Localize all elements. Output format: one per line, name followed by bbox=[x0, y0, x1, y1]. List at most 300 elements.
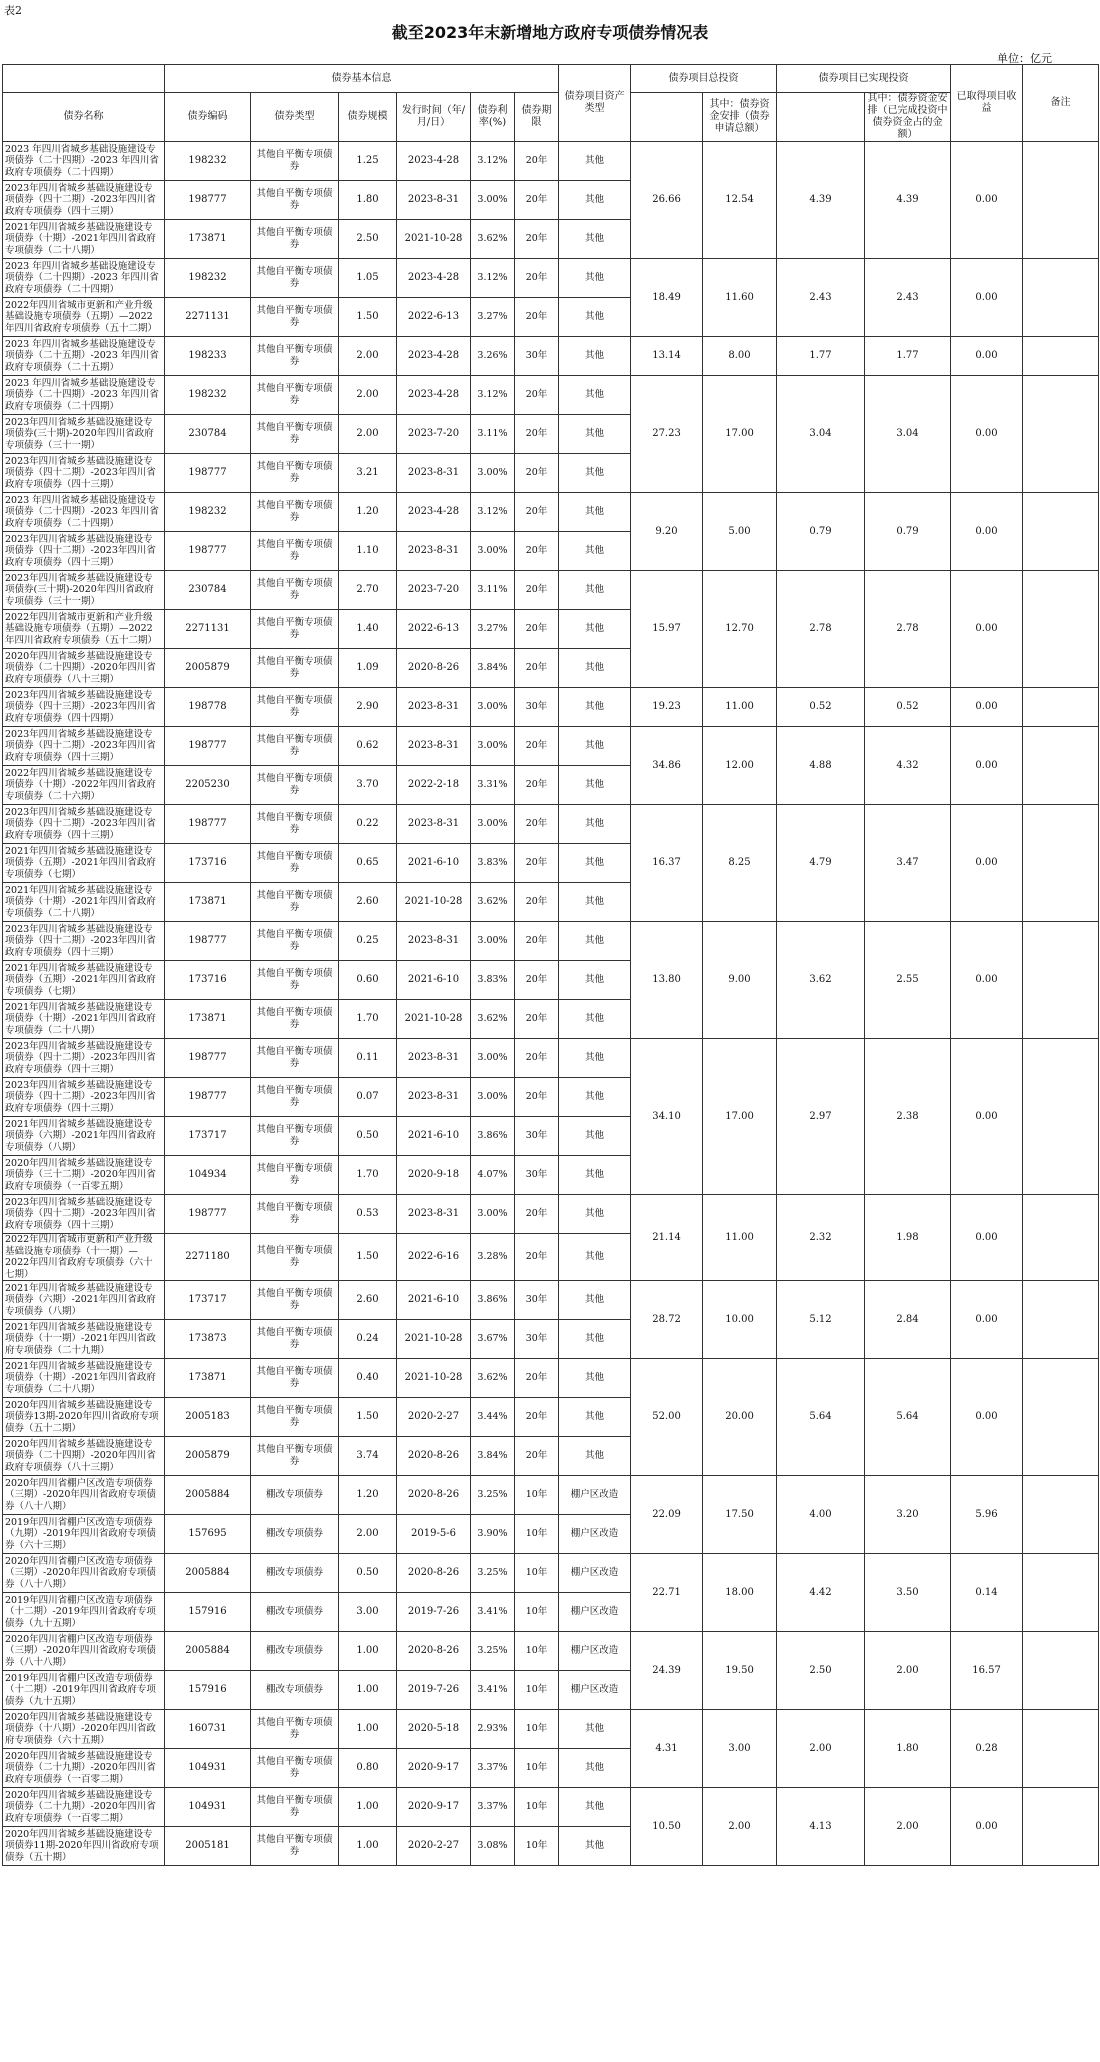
project-realized-arranged: 2.00 bbox=[865, 1632, 951, 1710]
bond-type: 其他自平衡专项债券 bbox=[251, 805, 339, 844]
bond-scale: 2.90 bbox=[339, 688, 397, 727]
project-remark bbox=[1023, 571, 1099, 688]
project-realized-investment: 4.88 bbox=[777, 727, 865, 805]
bond-name: 2021年四川省城乡基础设施建设专项债券（五期）-2021年四川省政府专项债券（七期） bbox=[3, 844, 165, 883]
project-income: 0.00 bbox=[951, 1359, 1023, 1476]
bond-name: 2022年四川省城市更新和产业升级基础设施专项债券（五期）—2022年四川省政府专项债券（五十二期） bbox=[3, 610, 165, 649]
project-total-arranged: 10.00 bbox=[703, 1281, 777, 1359]
bond-type: 其他自平衡专项债券 bbox=[251, 1234, 339, 1281]
project-remark bbox=[1023, 922, 1099, 1039]
bond-term: 30年 bbox=[515, 337, 559, 376]
bond-scale: 2.00 bbox=[339, 376, 397, 415]
bond-issue-date: 2020-2-27 bbox=[397, 1398, 471, 1437]
project-remark bbox=[1023, 1359, 1099, 1476]
project-remark bbox=[1023, 1554, 1099, 1632]
bond-scale: 1.09 bbox=[339, 649, 397, 688]
bond-rate: 3.25% bbox=[471, 1632, 515, 1671]
project-realized-arranged: 3.04 bbox=[865, 376, 951, 493]
bond-term: 20年 bbox=[515, 532, 559, 571]
bond-asset-type: 其他 bbox=[559, 727, 631, 766]
bond-code: 157916 bbox=[165, 1593, 251, 1632]
header-asset-type: 债券项目资产类型 bbox=[559, 65, 631, 142]
bond-issue-date: 2021-6-10 bbox=[397, 961, 471, 1000]
bond-rate: 3.00% bbox=[471, 454, 515, 493]
header-realized-arranged: 其中：债券资金安排（已完成投资中债券资金占的金额） bbox=[865, 93, 951, 142]
project-total-investment: 26.66 bbox=[631, 142, 703, 259]
project-income: 0.00 bbox=[951, 1039, 1023, 1195]
bond-name: 2021年四川省城乡基础设施建设专项债券（五期）-2021年四川省政府专项债券（七期） bbox=[3, 961, 165, 1000]
bond-name: 2021年四川省城乡基础设施建设专项债券（十期）-2021年四川省政府专项债券（二十八期） bbox=[3, 220, 165, 259]
bond-issue-date: 2019-7-26 bbox=[397, 1593, 471, 1632]
bond-issue-date: 2021-10-28 bbox=[397, 1320, 471, 1359]
bond-rate: 3.67% bbox=[471, 1320, 515, 1359]
bond-asset-type: 其他 bbox=[559, 1710, 631, 1749]
bond-rate: 3.86% bbox=[471, 1281, 515, 1320]
project-income: 0.00 bbox=[951, 142, 1023, 259]
table-row bbox=[3, 1359, 1099, 1398]
bond-issue-date: 2023-7-20 bbox=[397, 415, 471, 454]
bond-issue-date: 2023-8-31 bbox=[397, 1195, 471, 1234]
bond-rate: 3.12% bbox=[471, 142, 515, 181]
bond-term: 30年 bbox=[515, 1320, 559, 1359]
bond-term: 20年 bbox=[515, 883, 559, 922]
bond-scale: 0.25 bbox=[339, 922, 397, 961]
bond-type: 其他自平衡专项债券 bbox=[251, 259, 339, 298]
bond-code: 2271131 bbox=[165, 298, 251, 337]
project-remark bbox=[1023, 493, 1099, 571]
bond-asset-type: 棚户区改造 bbox=[559, 1632, 631, 1671]
bond-type: 棚改专项债券 bbox=[251, 1593, 339, 1632]
bond-issue-date: 2020-8-26 bbox=[397, 1437, 471, 1476]
bond-scale: 1.10 bbox=[339, 532, 397, 571]
bond-issue-date: 2020-9-18 bbox=[397, 1156, 471, 1195]
bond-code: 173871 bbox=[165, 1359, 251, 1398]
bond-term: 20年 bbox=[515, 142, 559, 181]
project-realized-arranged: 2.78 bbox=[865, 571, 951, 688]
bond-type: 其他自平衡专项债券 bbox=[251, 1156, 339, 1195]
project-total-arranged: 18.00 bbox=[703, 1554, 777, 1632]
bond-scale: 1.50 bbox=[339, 1234, 397, 1281]
bond-issue-date: 2023-8-31 bbox=[397, 1039, 471, 1078]
project-income: 0.00 bbox=[951, 493, 1023, 571]
bond-name: 2020年四川省城乡基础设施建设专项债券（二十九期）-2020年四川省政府专项债券（一百零二期） bbox=[3, 1788, 165, 1827]
project-income: 0.00 bbox=[951, 688, 1023, 727]
bond-term: 20年 bbox=[515, 1437, 559, 1476]
bond-scale: 1.20 bbox=[339, 1476, 397, 1515]
bond-type: 其他自平衡专项债券 bbox=[251, 1078, 339, 1117]
table-row bbox=[3, 493, 1099, 532]
project-remark bbox=[1023, 1788, 1099, 1866]
bond-code: 2005879 bbox=[165, 1437, 251, 1476]
bond-type: 其他自平衡专项债券 bbox=[251, 1437, 339, 1476]
bond-type: 其他自平衡专项债券 bbox=[251, 1000, 339, 1039]
project-total-arranged: 12.70 bbox=[703, 571, 777, 688]
bond-scale: 3.00 bbox=[339, 1593, 397, 1632]
bond-code: 173871 bbox=[165, 883, 251, 922]
bond-issue-date: 2019-5-6 bbox=[397, 1515, 471, 1554]
project-realized-investment: 1.77 bbox=[777, 337, 865, 376]
bond-code: 198777 bbox=[165, 727, 251, 766]
bond-code: 173871 bbox=[165, 220, 251, 259]
bond-asset-type: 其他 bbox=[559, 1359, 631, 1398]
project-realized-investment: 5.64 bbox=[777, 1359, 865, 1476]
bond-rate: 3.62% bbox=[471, 1359, 515, 1398]
bond-code: 173716 bbox=[165, 844, 251, 883]
bond-rate: 3.37% bbox=[471, 1749, 515, 1788]
bond-rate: 3.00% bbox=[471, 727, 515, 766]
project-total-arranged: 12.54 bbox=[703, 142, 777, 259]
header-total bbox=[631, 93, 703, 142]
header-income: 已取得项目收益 bbox=[951, 65, 1023, 142]
bond-issue-date: 2022-6-13 bbox=[397, 610, 471, 649]
bond-asset-type: 其他 bbox=[559, 454, 631, 493]
bond-code: 198232 bbox=[165, 142, 251, 181]
bond-code: 2271131 bbox=[165, 610, 251, 649]
bond-issue-date: 2023-4-28 bbox=[397, 142, 471, 181]
bond-type: 棚改专项债券 bbox=[251, 1515, 339, 1554]
bond-term: 10年 bbox=[515, 1632, 559, 1671]
bond-term: 20年 bbox=[515, 1398, 559, 1437]
project-realized-investment: 2.43 bbox=[777, 259, 865, 337]
bond-type: 其他自平衡专项债券 bbox=[251, 649, 339, 688]
bond-rate: 3.27% bbox=[471, 298, 515, 337]
bond-name: 2023年四川省城乡基础设施建设专项债券（四十二期）-2023年四川省政府专项债券（四十三期） bbox=[3, 454, 165, 493]
bond-scale: 1.50 bbox=[339, 1398, 397, 1437]
project-total-arranged: 20.00 bbox=[703, 1359, 777, 1476]
bond-scale: 2.00 bbox=[339, 415, 397, 454]
table-row bbox=[3, 1554, 1099, 1593]
bond-scale: 1.80 bbox=[339, 181, 397, 220]
bond-asset-type: 其他 bbox=[559, 1000, 631, 1039]
bond-code: 198777 bbox=[165, 454, 251, 493]
table-row bbox=[3, 1195, 1099, 1234]
project-total-investment: 13.14 bbox=[631, 337, 703, 376]
project-income: 0.00 bbox=[951, 805, 1023, 922]
bond-rate: 3.12% bbox=[471, 376, 515, 415]
bond-asset-type: 其他 bbox=[559, 1078, 631, 1117]
project-total-investment: 34.86 bbox=[631, 727, 703, 805]
project-total-arranged: 11.00 bbox=[703, 688, 777, 727]
header-code: 债券编码 bbox=[165, 93, 251, 142]
bond-asset-type: 其他 bbox=[559, 766, 631, 805]
bond-scale: 0.65 bbox=[339, 844, 397, 883]
bond-term: 10年 bbox=[515, 1710, 559, 1749]
bond-code: 104934 bbox=[165, 1156, 251, 1195]
bond-scale: 1.20 bbox=[339, 493, 397, 532]
bond-asset-type: 其他 bbox=[559, 337, 631, 376]
project-income: 0.00 bbox=[951, 1195, 1023, 1281]
bond-term: 20年 bbox=[515, 844, 559, 883]
project-realized-arranged: 4.39 bbox=[865, 142, 951, 259]
bond-type: 其他自平衡专项债券 bbox=[251, 376, 339, 415]
bond-term: 20年 bbox=[515, 610, 559, 649]
bond-term: 10年 bbox=[515, 1515, 559, 1554]
bond-asset-type: 其他 bbox=[559, 805, 631, 844]
bond-scale: 2.00 bbox=[339, 1515, 397, 1554]
table-row bbox=[3, 727, 1099, 766]
bond-code: 104931 bbox=[165, 1749, 251, 1788]
bond-rate: 3.28% bbox=[471, 1234, 515, 1281]
bond-issue-date: 2020-8-26 bbox=[397, 1632, 471, 1671]
bond-asset-type: 棚户区改造 bbox=[559, 1593, 631, 1632]
table-body bbox=[3, 142, 1099, 1866]
bond-type: 其他自平衡专项债券 bbox=[251, 688, 339, 727]
bond-term: 20年 bbox=[515, 220, 559, 259]
bond-asset-type: 其他 bbox=[559, 610, 631, 649]
bond-code: 173871 bbox=[165, 1000, 251, 1039]
bond-issue-date: 2023-8-31 bbox=[397, 727, 471, 766]
bond-issue-date: 2019-7-26 bbox=[397, 1671, 471, 1710]
project-total-arranged: 19.50 bbox=[703, 1632, 777, 1710]
bond-rate: 3.08% bbox=[471, 1827, 515, 1866]
bond-name: 2023年四川省城乡基础设施建设专项债券（四十二期）-2023年四川省政府专项债券（四十三期） bbox=[3, 181, 165, 220]
project-total-arranged: 11.60 bbox=[703, 259, 777, 337]
bond-issue-date: 2023-4-28 bbox=[397, 259, 471, 298]
bond-name: 2023 年四川省城乡基础设施建设专项债券（二十四期）-2023 年四川省政府专项债券（二十四期） bbox=[3, 142, 165, 181]
bond-issue-date: 2021-10-28 bbox=[397, 220, 471, 259]
project-realized-investment: 4.39 bbox=[777, 142, 865, 259]
bond-scale: 1.00 bbox=[339, 1827, 397, 1866]
bond-code: 198777 bbox=[165, 1195, 251, 1234]
bond-rate: 3.86% bbox=[471, 1117, 515, 1156]
bond-rate: 3.11% bbox=[471, 571, 515, 610]
bond-name: 2023年四川省城乡基础设施建设专项债券（四十二期）-2023年四川省政府专项债券（四十三期） bbox=[3, 727, 165, 766]
table-row bbox=[3, 259, 1099, 298]
project-total-arranged: 3.00 bbox=[703, 1710, 777, 1788]
bond-name: 2020年四川省城乡基础设施建设专项债券11期-2020年四川省政府专项债券（五十期） bbox=[3, 1827, 165, 1866]
project-total-arranged: 8.00 bbox=[703, 337, 777, 376]
bond-scale: 1.00 bbox=[339, 1632, 397, 1671]
bond-scale: 0.07 bbox=[339, 1078, 397, 1117]
bond-term: 20年 bbox=[515, 181, 559, 220]
project-realized-investment: 4.79 bbox=[777, 805, 865, 922]
bond-rate: 3.31% bbox=[471, 766, 515, 805]
bond-type: 其他自平衡专项债券 bbox=[251, 922, 339, 961]
bond-rate: 3.00% bbox=[471, 1039, 515, 1078]
bond-type: 棚改专项债券 bbox=[251, 1476, 339, 1515]
project-total-investment: 19.23 bbox=[631, 688, 703, 727]
bond-asset-type: 其他 bbox=[559, 415, 631, 454]
bond-issue-date: 2021-10-28 bbox=[397, 1000, 471, 1039]
bond-code: 198233 bbox=[165, 337, 251, 376]
bond-type: 其他自平衡专项债券 bbox=[251, 1117, 339, 1156]
bond-rate: 3.00% bbox=[471, 532, 515, 571]
bond-asset-type: 棚户区改造 bbox=[559, 1515, 631, 1554]
bond-name: 2019年四川省棚户区改造专项债券（十二期）-2019年四川省政府专项债券（九十五期） bbox=[3, 1593, 165, 1632]
project-realized-arranged: 3.20 bbox=[865, 1476, 951, 1554]
header-issue-date: 发行时间（年/月/日） bbox=[397, 93, 471, 142]
bond-type: 其他自平衡专项债券 bbox=[251, 571, 339, 610]
bond-asset-type: 其他 bbox=[559, 1156, 631, 1195]
bond-issue-date: 2021-10-28 bbox=[397, 883, 471, 922]
bond-type: 其他自平衡专项债券 bbox=[251, 1039, 339, 1078]
bond-asset-type: 其他 bbox=[559, 298, 631, 337]
bond-scale: 0.40 bbox=[339, 1359, 397, 1398]
bond-issue-date: 2020-2-27 bbox=[397, 1827, 471, 1866]
bond-type: 其他自平衡专项债券 bbox=[251, 298, 339, 337]
bond-scale: 1.40 bbox=[339, 610, 397, 649]
bond-code: 230784 bbox=[165, 415, 251, 454]
table-row bbox=[3, 805, 1099, 844]
project-remark bbox=[1023, 688, 1099, 727]
bond-rate: 4.07% bbox=[471, 1156, 515, 1195]
bond-name: 2021年四川省城乡基础设施建设专项债券（十期）-2021年四川省政府专项债券（二十八期） bbox=[3, 1359, 165, 1398]
bond-scale: 0.53 bbox=[339, 1195, 397, 1234]
project-realized-arranged: 2.84 bbox=[865, 1281, 951, 1359]
bond-code: 2005884 bbox=[165, 1554, 251, 1593]
bond-type: 其他自平衡专项债券 bbox=[251, 1398, 339, 1437]
bond-term: 20年 bbox=[515, 571, 559, 610]
bond-name: 2021年四川省城乡基础设施建设专项债券（十一期）-2021年四川省政府专项债券（二十九期） bbox=[3, 1320, 165, 1359]
bond-name: 2022年四川省城市更新和产业升级基础设施专项债券（十一期）—2022年四川省政府专项债券（六十七期） bbox=[3, 1234, 165, 1281]
bond-type: 其他自平衡专项债券 bbox=[251, 532, 339, 571]
bond-name: 2023 年四川省城乡基础设施建设专项债券（二十四期）-2023 年四川省政府专项债券（二十四期） bbox=[3, 376, 165, 415]
bond-code: 2005879 bbox=[165, 649, 251, 688]
bond-term: 10年 bbox=[515, 1749, 559, 1788]
bond-name: 2021年四川省城乡基础设施建设专项债券（六期）-2021年四川省政府专项债券（八期） bbox=[3, 1117, 165, 1156]
project-remark bbox=[1023, 727, 1099, 805]
bond-asset-type: 其他 bbox=[559, 688, 631, 727]
bond-code: 198778 bbox=[165, 688, 251, 727]
project-income: 0.00 bbox=[951, 376, 1023, 493]
bond-issue-date: 2023-8-31 bbox=[397, 181, 471, 220]
bond-type: 其他自平衡专项债券 bbox=[251, 415, 339, 454]
project-total-arranged: 17.00 bbox=[703, 376, 777, 493]
bond-term: 10年 bbox=[515, 1827, 559, 1866]
table-row bbox=[3, 1476, 1099, 1515]
bond-code: 2205230 bbox=[165, 766, 251, 805]
bond-asset-type: 其他 bbox=[559, 883, 631, 922]
bond-rate: 3.62% bbox=[471, 220, 515, 259]
bond-rate: 3.00% bbox=[471, 1078, 515, 1117]
bond-type: 其他自平衡专项债券 bbox=[251, 844, 339, 883]
project-realized-investment: 0.52 bbox=[777, 688, 865, 727]
bond-code: 198232 bbox=[165, 376, 251, 415]
bond-type: 其他自平衡专项债券 bbox=[251, 1749, 339, 1788]
table-row bbox=[3, 1710, 1099, 1749]
bond-code: 198777 bbox=[165, 181, 251, 220]
bond-type: 其他自平衡专项债券 bbox=[251, 1827, 339, 1866]
project-total-arranged: 12.00 bbox=[703, 727, 777, 805]
project-realized-arranged: 0.52 bbox=[865, 688, 951, 727]
bond-asset-type: 其他 bbox=[559, 1234, 631, 1281]
bond-issue-date: 2022-2-18 bbox=[397, 766, 471, 805]
project-total-investment: 10.50 bbox=[631, 1788, 703, 1866]
header-basic-info: 债券基本信息 bbox=[165, 65, 559, 93]
bond-term: 20年 bbox=[515, 1234, 559, 1281]
project-total-investment: 24.39 bbox=[631, 1632, 703, 1710]
project-remark bbox=[1023, 1476, 1099, 1554]
bond-name: 2021年四川省城乡基础设施建设专项债券（六期）-2021年四川省政府专项债券（八期） bbox=[3, 1281, 165, 1320]
project-realized-arranged: 2.38 bbox=[865, 1039, 951, 1195]
project-income: 0.14 bbox=[951, 1554, 1023, 1632]
bond-name: 2023 年四川省城乡基础设施建设专项债券（二十四期）-2023 年四川省政府专项债券（二十四期） bbox=[3, 259, 165, 298]
bond-scale: 3.70 bbox=[339, 766, 397, 805]
project-realized-arranged: 5.64 bbox=[865, 1359, 951, 1476]
project-total-arranged: 8.25 bbox=[703, 805, 777, 922]
bond-type: 其他自平衡专项债券 bbox=[251, 493, 339, 532]
bond-rate: 3.41% bbox=[471, 1671, 515, 1710]
bond-scale: 1.50 bbox=[339, 298, 397, 337]
bond-asset-type: 棚户区改造 bbox=[559, 1476, 631, 1515]
bond-asset-type: 其他 bbox=[559, 1039, 631, 1078]
bond-rate: 3.00% bbox=[471, 1195, 515, 1234]
bond-rate: 3.12% bbox=[471, 259, 515, 298]
project-realized-investment: 2.97 bbox=[777, 1039, 865, 1195]
bond-rate: 2.93% bbox=[471, 1710, 515, 1749]
project-remark bbox=[1023, 1195, 1099, 1281]
header-blank bbox=[3, 65, 165, 93]
project-remark bbox=[1023, 142, 1099, 259]
bond-scale: 2.60 bbox=[339, 1281, 397, 1320]
bond-type: 其他自平衡专项债券 bbox=[251, 1281, 339, 1320]
bond-scale: 0.80 bbox=[339, 1749, 397, 1788]
project-income: 16.57 bbox=[951, 1632, 1023, 1710]
header-scale: 债券规模 bbox=[339, 93, 397, 142]
bond-rate: 3.84% bbox=[471, 1437, 515, 1476]
project-total-investment: 15.97 bbox=[631, 571, 703, 688]
bond-scale: 2.60 bbox=[339, 883, 397, 922]
bond-issue-date: 2023-8-31 bbox=[397, 454, 471, 493]
bond-code: 173873 bbox=[165, 1320, 251, 1359]
project-remark bbox=[1023, 805, 1099, 922]
bond-code: 198777 bbox=[165, 805, 251, 844]
bond-type: 其他自平衡专项债券 bbox=[251, 1788, 339, 1827]
bond-issue-date: 2020-9-17 bbox=[397, 1788, 471, 1827]
bond-type: 其他自平衡专项债券 bbox=[251, 727, 339, 766]
bond-code: 198232 bbox=[165, 493, 251, 532]
project-total-investment: 28.72 bbox=[631, 1281, 703, 1359]
bond-issue-date: 2020-9-17 bbox=[397, 1749, 471, 1788]
bond-type: 棚改专项债券 bbox=[251, 1554, 339, 1593]
bond-scale: 2.50 bbox=[339, 220, 397, 259]
project-realized-investment: 2.78 bbox=[777, 571, 865, 688]
project-total-investment: 27.23 bbox=[631, 376, 703, 493]
bond-type: 其他自平衡专项债券 bbox=[251, 220, 339, 259]
bond-term: 30年 bbox=[515, 1281, 559, 1320]
bond-term: 20年 bbox=[515, 805, 559, 844]
project-total-arranged: 11.00 bbox=[703, 1195, 777, 1281]
project-realized-arranged: 3.47 bbox=[865, 805, 951, 922]
bond-scale: 1.00 bbox=[339, 1788, 397, 1827]
bond-issue-date: 2023-4-28 bbox=[397, 376, 471, 415]
bond-issue-date: 2023-8-31 bbox=[397, 805, 471, 844]
bond-term: 30年 bbox=[515, 688, 559, 727]
header-remark: 备注 bbox=[1023, 65, 1099, 142]
bond-scale: 0.22 bbox=[339, 805, 397, 844]
project-total-investment: 21.14 bbox=[631, 1195, 703, 1281]
bond-term: 20年 bbox=[515, 1359, 559, 1398]
project-total-arranged: 5.00 bbox=[703, 493, 777, 571]
bond-type: 其他自平衡专项债券 bbox=[251, 1359, 339, 1398]
bond-type: 棚改专项债券 bbox=[251, 1671, 339, 1710]
bond-code: 173717 bbox=[165, 1117, 251, 1156]
bond-rate: 3.00% bbox=[471, 805, 515, 844]
bond-term: 20年 bbox=[515, 454, 559, 493]
bond-name: 2023 年四川省城乡基础设施建设专项债券（二十五期）-2023 年四川省政府专项债券（二十五期） bbox=[3, 337, 165, 376]
project-realized-investment: 5.12 bbox=[777, 1281, 865, 1359]
project-realized-arranged: 2.00 bbox=[865, 1788, 951, 1866]
bond-scale: 0.60 bbox=[339, 961, 397, 1000]
bond-name: 2022年四川省城市更新和产业升级基础设施专项债券（五期）—2022年四川省政府专项债券（五十二期） bbox=[3, 298, 165, 337]
bond-term: 10年 bbox=[515, 1788, 559, 1827]
bond-name: 2023年四川省城乡基础设施建设专项债券（四十二期）-2023年四川省政府专项债券（四十三期） bbox=[3, 922, 165, 961]
project-income: 0.00 bbox=[951, 337, 1023, 376]
bond-issue-date: 2022-6-16 bbox=[397, 1234, 471, 1281]
project-realized-arranged: 2.43 bbox=[865, 259, 951, 337]
bond-name: 2020年四川省城乡基础设施建设专项债券（二十四期）-2020年四川省政府专项债券（八十三期） bbox=[3, 649, 165, 688]
bond-term: 20年 bbox=[515, 1078, 559, 1117]
